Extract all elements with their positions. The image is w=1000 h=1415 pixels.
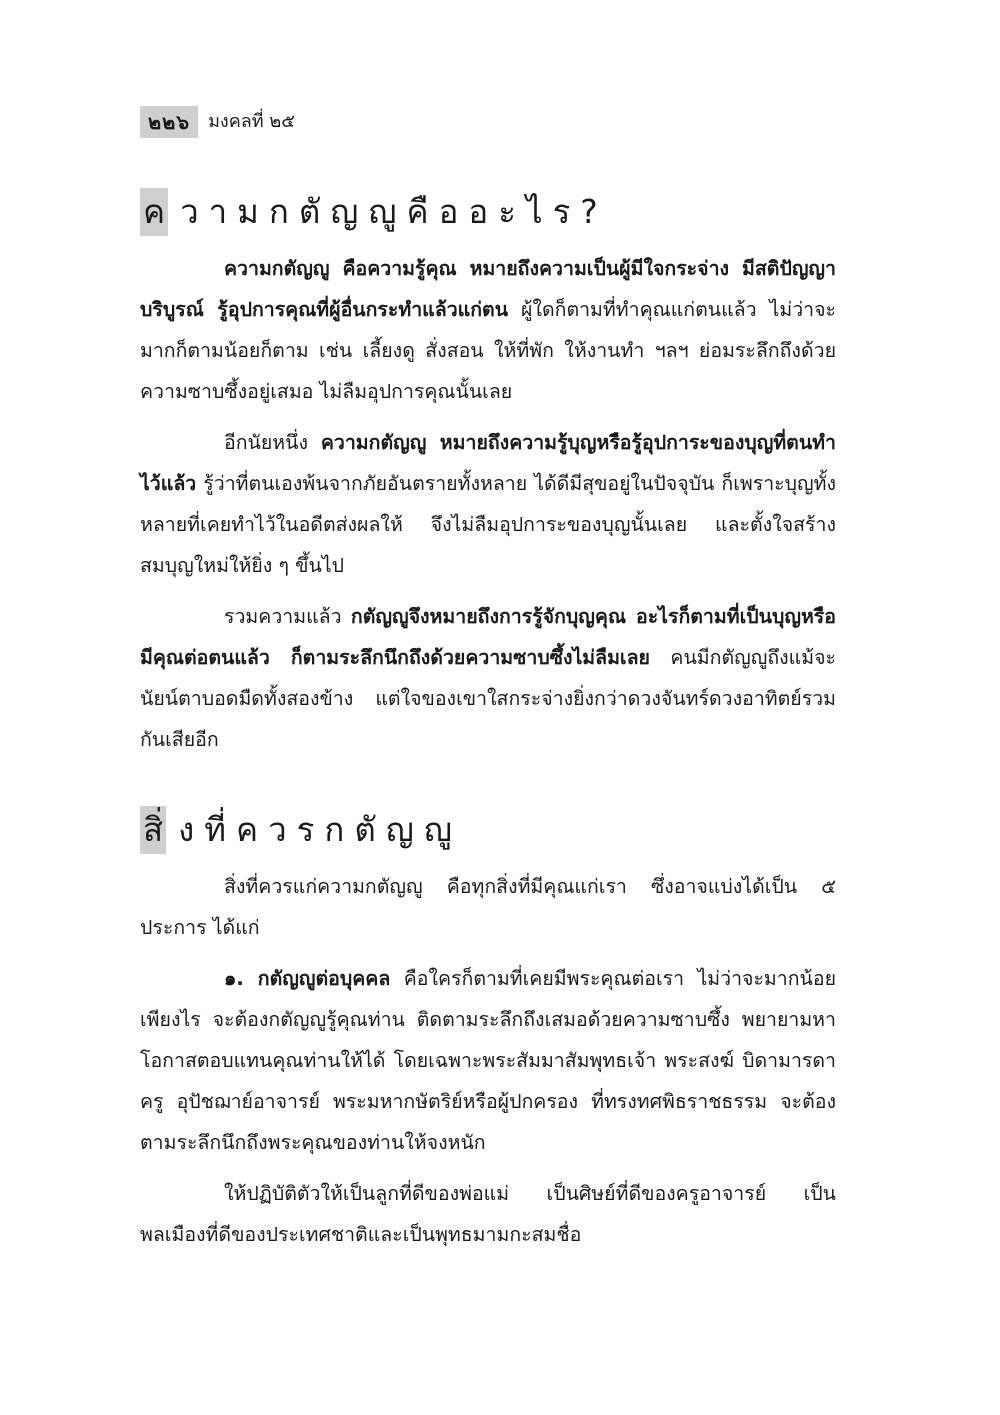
section-heading-what-is-gratitude bbox=[140, 186, 836, 238]
running-head bbox=[140, 106, 295, 138]
heading-text: วามกตัญญูคืออะไร? bbox=[180, 192, 608, 231]
bold-phrase: ๑. กตัญญูต่อบุคคล bbox=[224, 967, 391, 990]
heading-initial-letter: ค bbox=[140, 188, 168, 236]
paragraph bbox=[140, 248, 836, 412]
page-content bbox=[140, 186, 836, 1265]
paragraph-text: อีกนัยหนึ่ง bbox=[224, 431, 321, 454]
paragraph-text: ผู้ใดก็ตามที่ทำคุณแก่ตนแล้ว ไม่ว่าจะมากก็ตามน้อยก็ตาม เช่น เลี้ยงดู สั่งสอน ให้ที่พัก ให้งานทำ ฯลฯ ย่อมระลึกถึงด้วยความซาบซึ้งอยู่เสมอ ไม่ลืมอุปการคุณนั้นเลย bbox=[140, 298, 836, 403]
chapter-label: มงคลที่ ๒๕ bbox=[208, 111, 295, 132]
paragraph: ให้ปฏิบัติตัวให้เป็นลูกที่ดีของพ่อแม่ เป็นศิษย์ที่ดีของครูอาจารย์ เป็นพลเมืองที่ดีของประเทศชาติและเป็นพุทธมามกะสมชื่อ bbox=[140, 1182, 836, 1246]
heading-initial-letter: สิ่ bbox=[140, 806, 166, 854]
paragraph-text: รู้ว่าที่ตนเองพ้นจากภัยอันตรายทั้งหลาย ได้ดีมีสุขอยู่ในปัจจุบัน ก็เพราะบุญทั้งหลายที่เคยทำไว้ในอดีตส่งผลให้ จึงไม่ลืมอุปการะของบุญนั้นเลย และตั้งใจสร้างสมบุญใหม่ให้ยิ่ง ๆ ขึ้นไป bbox=[140, 472, 836, 577]
paragraph bbox=[140, 596, 836, 760]
paragraph bbox=[140, 958, 836, 1163]
paragraph bbox=[140, 422, 836, 586]
paragraph-text: คือใครก็ตามที่เคยมีพระคุณต่อเรา ไม่ว่าจะมากน้อยเพียงไร จะต้องกตัญญูรู้คุณท่าน ติดตามระลึกถึงเสมอด้วยความซาบซึ้ง พยายามหาโอกาสตอบแทนคุณท่านให้ได้ โดยเฉพาะพระสัมมาสัมพุทธเจ้า พระสงฆ์ บิดามารดา ครู อุปัชฌาย์อาจารย์ พระมหากษัตริย์หรือผู้ปกครอง ที่ทรงทศพิธราชธรรม จะต้องตามระลึกนึกถึงพระคุณของท่านให้จงหนัก bbox=[140, 967, 836, 1154]
bold-phrase: ความกตัญญู หมายถึงความรู้บุญหรือรู้อุปการะของบุญที่ตนทำไว้แล้ว bbox=[140, 431, 836, 495]
bold-phrase: กตัญญูจึงหมายถึงการรู้จักบุญคุณ อะไรก็ตามที่เป็นบุญหรือมีคุณต่อตนแล้ว ก็ตามระลึกนึกถึงด้วยความซาบซึ้งไม่ลืมเลย bbox=[140, 605, 836, 669]
paragraph: สิ่งที่ควรแก่ความกตัญญู คือทุกสิ่งที่มีคุณแก่เรา ซึ่งอาจแบ่งได้เป็น ๕ ประการ ได้แก่ bbox=[140, 875, 836, 939]
heading-text: งที่ควรกตัญญู bbox=[178, 810, 462, 849]
bold-phrase: ความกตัญญู คือความรู้คุณ หมายถึงความเป็นผู้มีใจกระจ่าง มีสติปัญญาบริบูรณ์ รู้อุปการคุณที่ผู้อื่นกระทำแล้วแก่ตน bbox=[140, 257, 836, 321]
paragraph-text: คนมีกตัญญูถึงแม้จะนัยน์ตาบอดมืดทั้งสองข้าง แต่ใจของเขาใสกระจ่างยิ่งกว่าดวงจันทร์ดวงอาทิตย์รวมกันเสียอีก bbox=[140, 646, 836, 751]
section-heading-things-to-be-grateful-for bbox=[140, 804, 836, 856]
paragraph-text: รวมความแล้ว bbox=[224, 605, 351, 628]
page-number: ๒๒๖ bbox=[140, 106, 198, 138]
